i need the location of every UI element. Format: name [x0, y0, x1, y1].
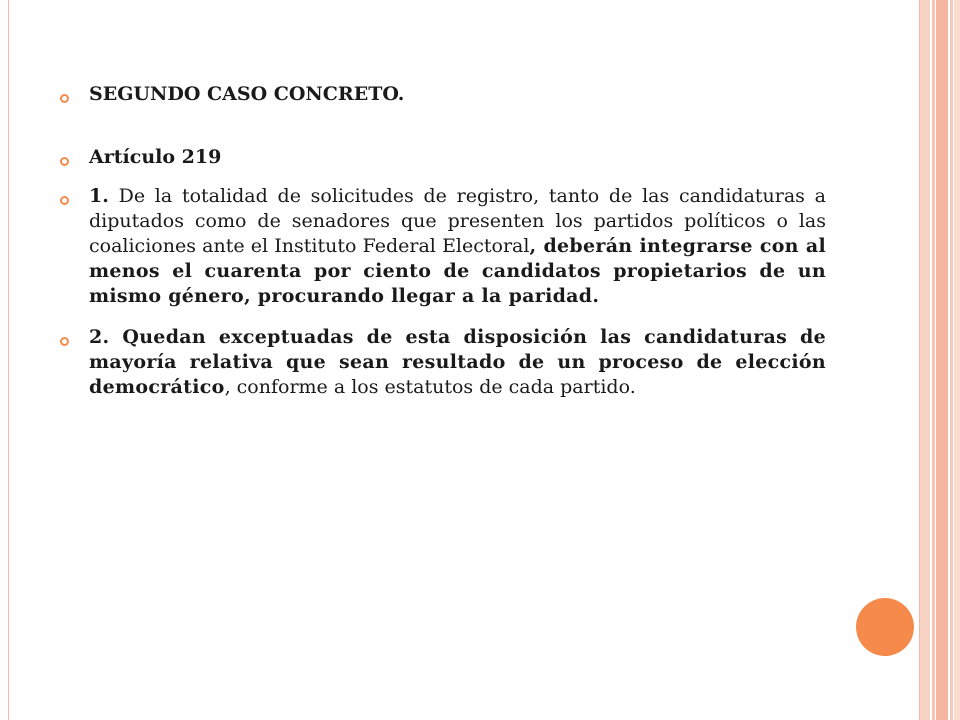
list-item [60, 184, 826, 309]
stripe [932, 0, 935, 720]
article-heading: Artículo 219 [89, 146, 222, 168]
decorative-side-stripes [920, 0, 960, 720]
list-item [60, 325, 826, 400]
list-item [60, 82, 826, 107]
paragraph-2 [89, 325, 826, 400]
stripe [936, 0, 948, 720]
paragraph-emphasis: 2. Quedan exceptuadas de esta disposición las candidaturas de mayoría relativa que sean resultado de un proceso de elección democrático [89, 326, 826, 398]
circle-bullet-icon [60, 196, 69, 205]
stripe [954, 0, 960, 720]
stripe [920, 0, 930, 720]
slide-content [60, 82, 826, 400]
paragraph-number: 1. [89, 185, 109, 207]
circle-bullet-icon [60, 337, 69, 346]
paragraph-emphasis: , deberán integrarse con al menos el cuarenta por ciento de candidatos propietarios de un mismo género, procurando llegar a la paridad. [89, 235, 826, 307]
decorative-circle [856, 598, 914, 656]
stripe [950, 0, 953, 720]
circle-bullet-icon [60, 94, 69, 103]
slide-title: SEGUNDO CASO CONCRETO. [89, 83, 405, 105]
list-item [60, 145, 826, 170]
paragraph-text: , conforme a los estatutos de cada partido. [224, 376, 636, 398]
paragraph-1 [89, 184, 826, 309]
circle-bullet-icon [60, 157, 69, 166]
paragraph-text: De la totalidad de solicitudes de registro, tanto de las candidaturas a diputados como de senadores que presenten los partidos políticos o las coaliciones ante el Instituto Federal Electoral [89, 185, 826, 257]
